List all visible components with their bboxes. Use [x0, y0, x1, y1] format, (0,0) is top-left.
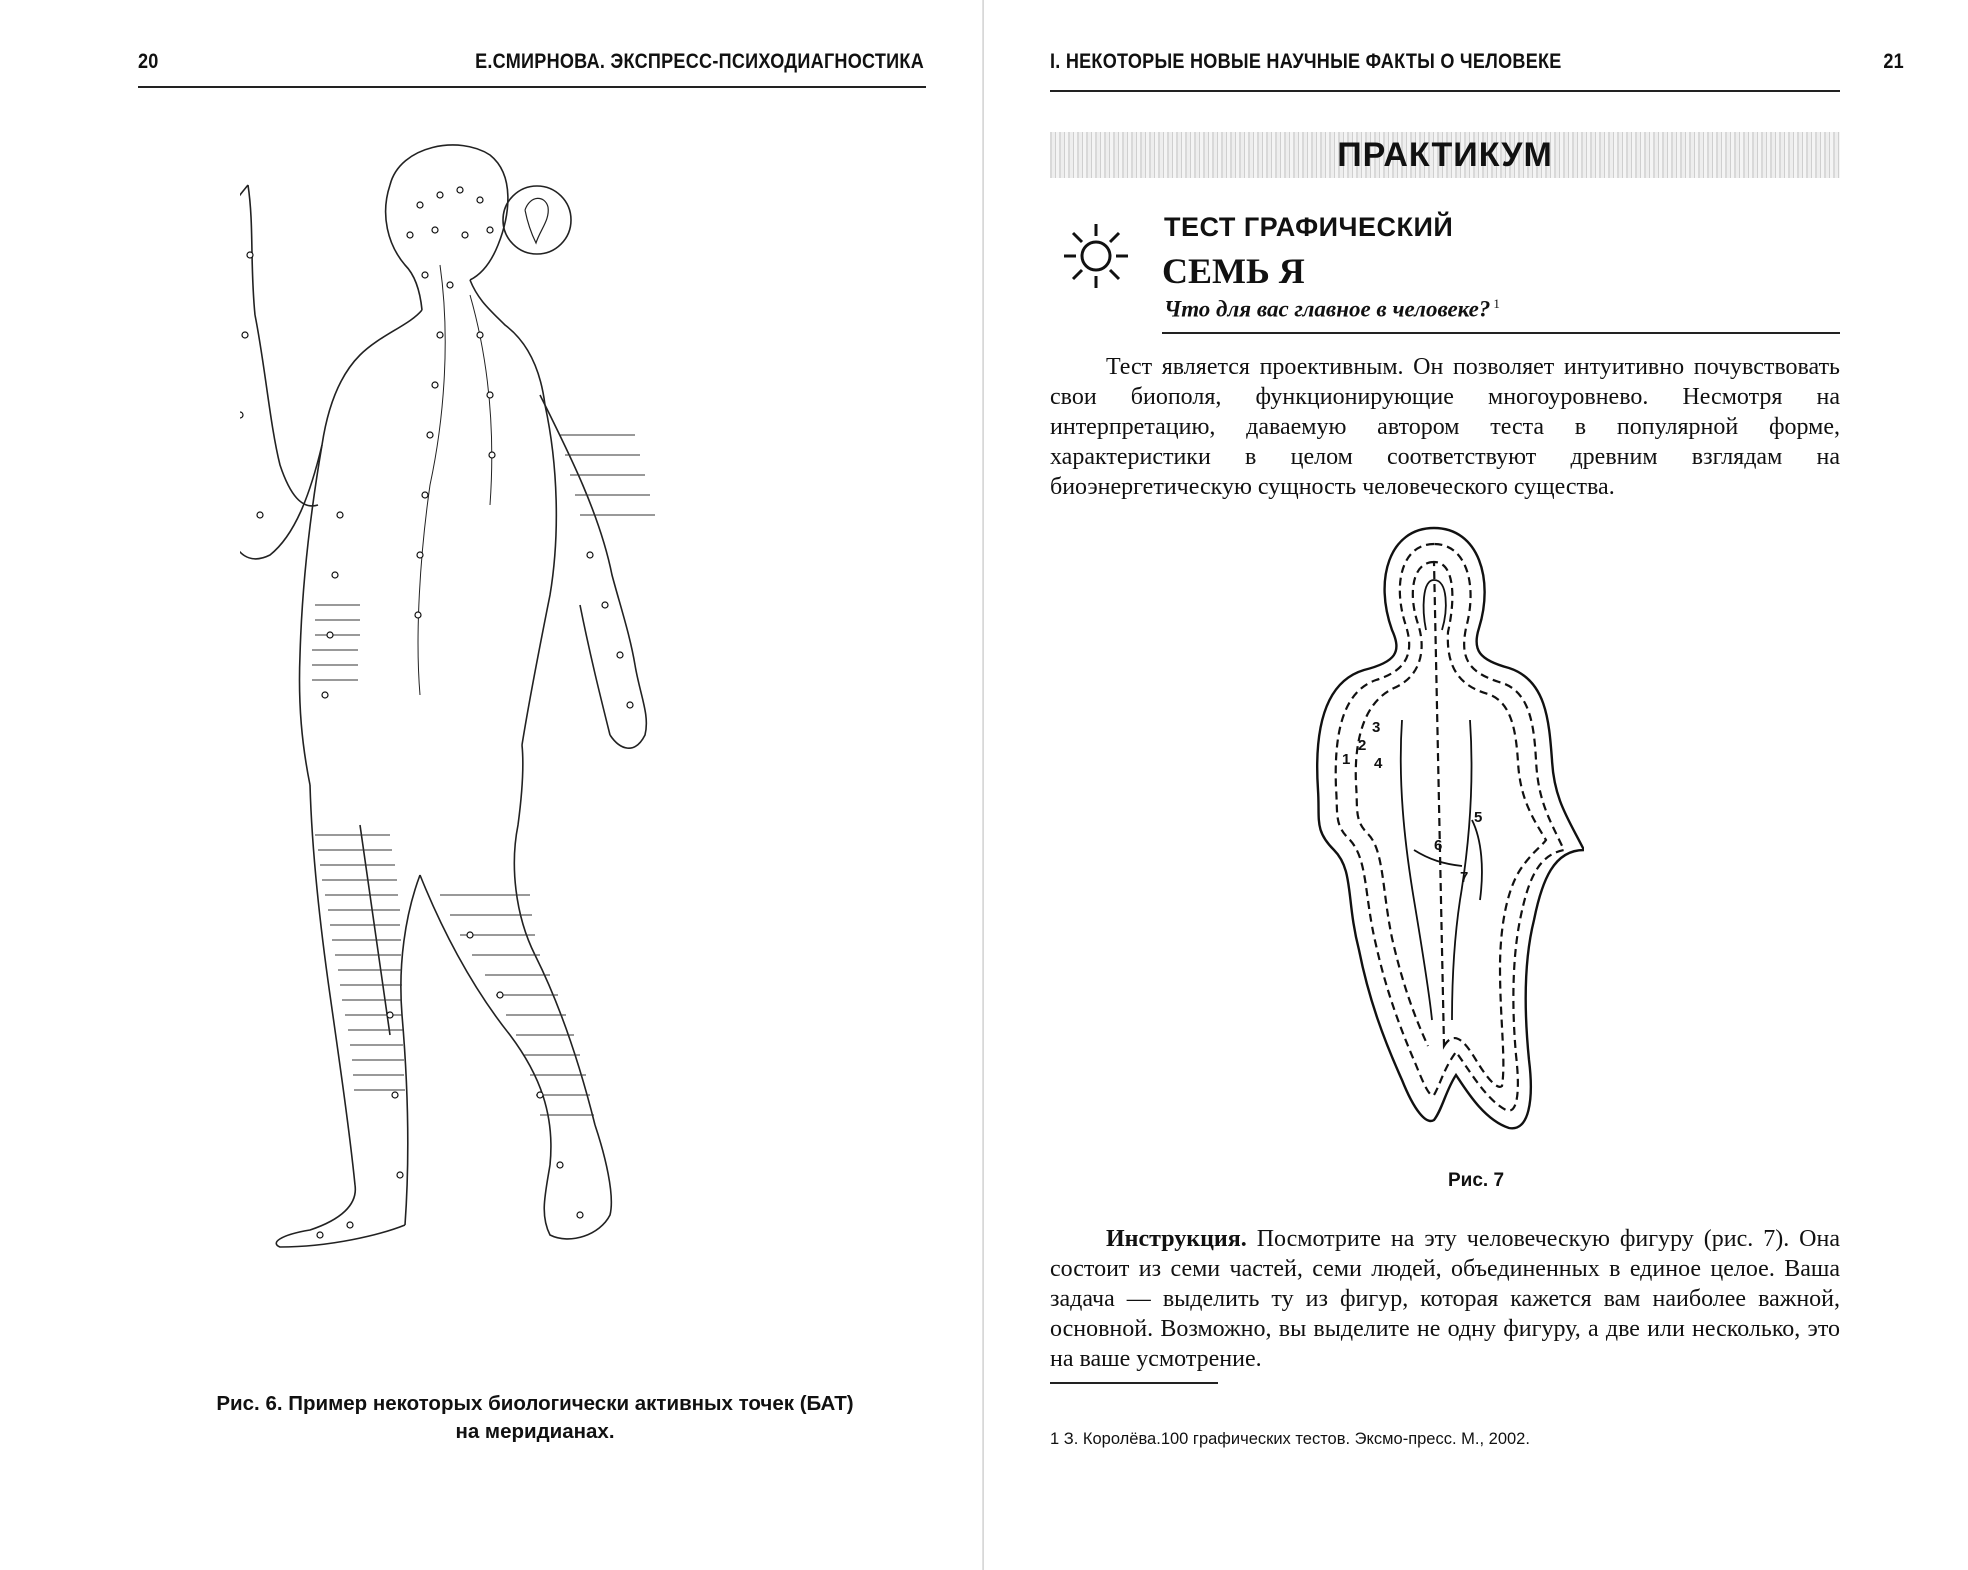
figure-caption: Рис. 7	[1447, 1170, 1505, 1191]
figure-label-3: 3	[1372, 719, 1381, 736]
intro-paragraph: Тест является проективным. Он позволяет интуитивно почувствовать свои биополя, функционирующие многоуровнево. Несмотря на интерпретацию, даваемую автором теста в популярной форме, характеристики в целом соответствуют древним взглядам на биоэнергетическую сущность человеческого существа.	[1050, 354, 1840, 500]
title-rule	[1162, 332, 1840, 334]
seven-layer-figure-icon	[1284, 520, 1584, 1140]
figure-label-2: 2	[1358, 737, 1367, 754]
footnote-rule	[1050, 1382, 1218, 1384]
page-number: 20	[138, 50, 159, 73]
section-banner	[1050, 132, 1840, 178]
figure-caption-line-2: на меридианах.	[455, 1420, 615, 1443]
test-subtitle-text: Что для вас главное в человеке?	[1164, 296, 1491, 322]
header-rule	[1050, 90, 1840, 92]
footnote: 1 З. Королёва.100 графических тестов. Эксмо-пресс. М., 2002.	[1050, 1430, 1530, 1448]
figure-label-6: 6	[1434, 837, 1443, 854]
figure-label-4: 4	[1374, 755, 1383, 772]
figure-label-7: 7	[1460, 869, 1469, 886]
figure-caption-line-1: Рис. 6. Пример некоторых биологически активных точек (БАТ)	[216, 1392, 854, 1415]
instruction-paragraph	[1050, 1224, 1840, 1374]
acupuncture-figure-icon	[240, 135, 800, 1375]
instruction-text: Посмотрите на эту человеческую фигуру (рис. 7). Она состоит из семи частей, семи людей, объединенных в единое целое. Ваша задача — выделить ту из фигур, которая кажется вам наиболее важной, основной. Возможно, вы выделите не одну фигуру, а две или несколько, это на ваше усмотрение.	[1050, 1226, 1840, 1372]
running-title: I. НЕКОТОРЫЕ НОВЫЕ НАУЧНЫЕ ФАКТЫ О ЧЕЛОВЕКЕ	[1050, 50, 1562, 73]
figure-label-1: 1	[1342, 751, 1351, 768]
test-type-label: ТЕСТ ГРАФИЧЕСКИЙ	[1164, 212, 1454, 242]
right-page	[984, 0, 1968, 1570]
figure-caption	[130, 1390, 940, 1446]
page-number: 21	[1883, 50, 1904, 73]
test-name: СЕМЬ Я	[1162, 251, 1305, 291]
header-rule	[138, 86, 926, 88]
section-banner-title: ПРАКТИКУМ	[1337, 136, 1553, 174]
instruction-heading: Инструкция.	[1106, 1226, 1247, 1252]
sun-icon	[1062, 222, 1130, 290]
running-title: Е.СМИРНОВА. ЭКСПРЕСС-ПСИХОДИАГНОСТИКА	[475, 50, 924, 73]
test-subtitle	[1164, 296, 1500, 323]
figure-label-5: 5	[1474, 809, 1483, 826]
footnote-mark: 1	[1493, 296, 1500, 311]
